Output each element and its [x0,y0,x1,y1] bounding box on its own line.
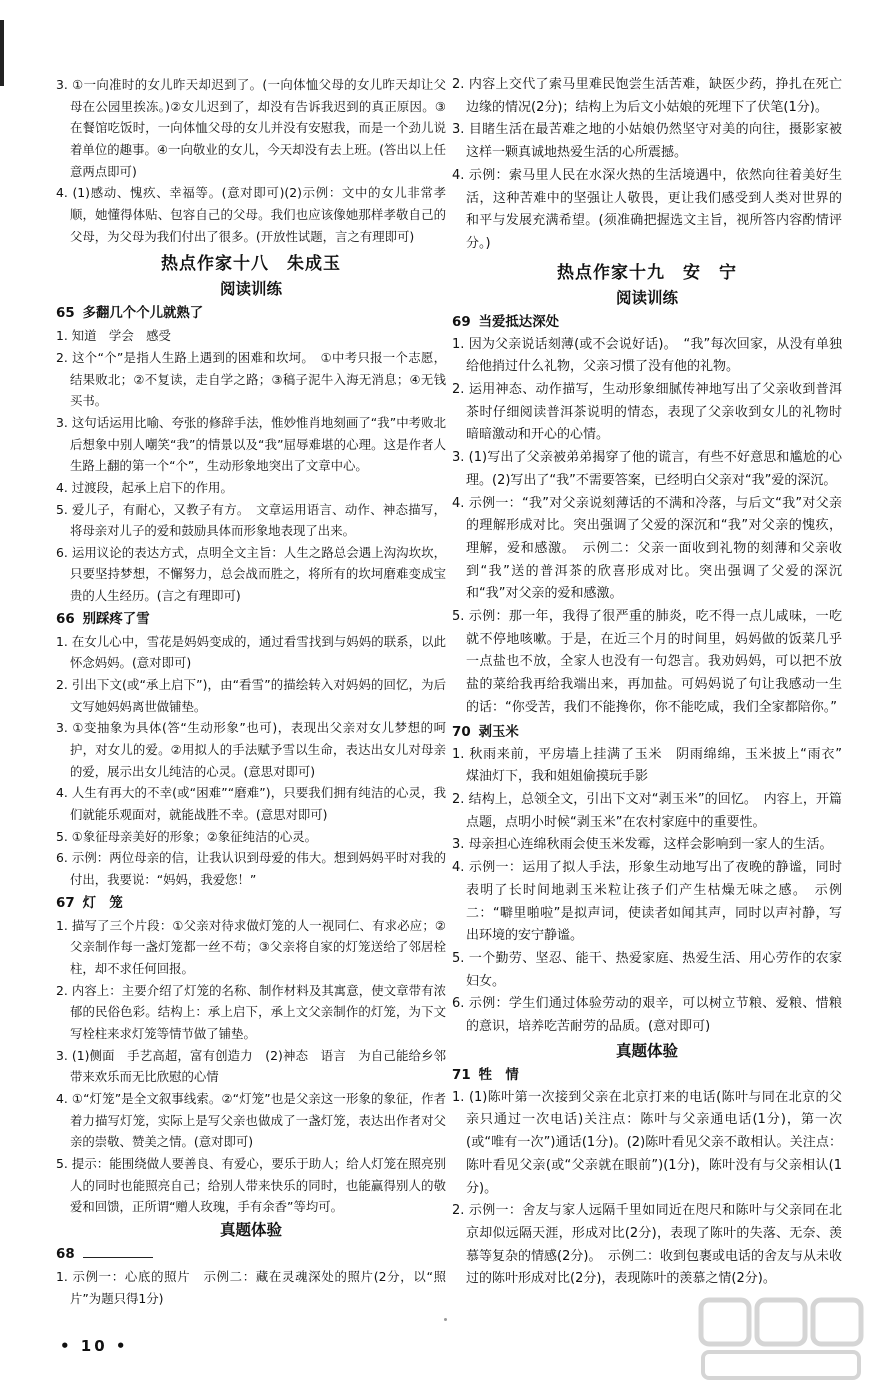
answer-item: 6. 示例：学生们通过体验劳动的艰辛，可以树立节粮、爱粮、惜粮的意识，培养吃苦耐劳的品质。(意对即可) [452,996,842,1035]
answer-item: 1. (1)陈叶第一次接到父亲在北京打来的电话(陈叶与同在北京的父亲只通过一次电话)关注点：陈叶与父亲通电话(1分)，第一次(或“唯有一次”)通话(1分)。(2)陈叶看见父亲不敢相认。关注点：陈叶看见父亲(或“父亲就在眼前”)(1分)，陈叶没有与父亲相认(1分)。 [452,1089,842,1196]
article-number: 67 [56,895,75,911]
article-heading [452,1065,842,1087]
section-heading-reading: 阅读训练 [615,288,678,307]
article-number: 66 [56,611,75,627]
article-number: 68 [56,1246,75,1262]
article-title: 剥玉米 [478,724,519,740]
article-heading [56,893,446,915]
answer-item: 2. 引出下文(或“承上启下”)，由“看雪”的描绘转入对妈妈的回忆，为后文写她妈妈离世做铺垫。 [56,677,446,714]
answer-item: 4. 人生有再大的不幸(或“困难”“磨难”)，只要我们拥有纯洁的心灵，我们就能乐观面对，就能战胜不幸。(意思对即可) [56,785,446,823]
section-heading-exam: 真题体验 [615,1041,678,1060]
article-number: 71 [452,1067,471,1083]
answer-item: 1. 知道 学会 感受 [56,328,171,344]
answer-item: 5. 爱儿子，有耐心，又教子有方。 文章运用语言、动作、神态描写，将母亲对儿子的爱和鼓励具体而形象地表现了出来。 [56,501,446,539]
answer-item: 4. 示例一：“我”对父亲说刻薄话的不满和冷落，与后文“我”对父亲的理解形成对比。突出强调了父爱的深沉和“我”对父亲的愧疚，理解，爱和感激。 示例二：父亲一面收到礼物的刻薄和父亲收到“我”送的普洱茶的欣喜形成对比。突出强调了父爱的深沉和“我”对父亲的爱和感激。 [452,495,842,602]
hot-author-heading: 热点作家十九 安 宁 [557,262,737,283]
answer-item: 5. 一个勤劳、坚忍、能干、热爱家庭、热爱生活、用心劳作的农家妇女。 [452,950,842,989]
answer-item: 3. ①一向准时的女儿昨天却迟到了。(一向体恤父母的女儿昨天却让父母在公园里挨冻。)②女儿迟到了，却没有告诉我迟到的真正原因。③在餐馆吃饭时，一向体恤父母的女儿并没有安慰我，而是一个劲儿说着单位的趣事。④一向敬业的女儿，今天却没有去上班。(答出以上任意两点即可) [56,77,446,179]
hot-author-heading: 热点作家十八 朱成玉 [161,254,341,275]
watermark-logo [695,1296,865,1382]
answer-item: 2. 结构上，总领全文，引出下文对“剥玉米”的回忆。 内容上，开篇点题，点明小时候“剥玉米”在农村家庭中的重要性。 [452,791,842,830]
article-title: 牲 情 [478,1067,519,1083]
answer-item: 1. 因为父亲说话刻薄(或不会说好话)。 “我”每次回家，从没有单独给他捎过什么礼物，父亲习惯了没有他的礼物。 [452,336,842,375]
answer-item: 4. 过渡段，起承上启下的作用。 [56,479,233,495]
answer-item: 5. 示例：那一年，我得了很严重的肺炎，吃不得一点儿咸味，一吃就不停地咳嗽。于是，在近三个月的时间里，妈妈做的饭菜几乎一点盐也不放，全家人也没有一句怨言。我劝妈妈，可以把不放盐的菜给我再给我端出来，再加盐。可妈妈说了句让我感动一生的话：“你受苦，我们不能搀你，你不能吃咸，我们全家都陪你。” [452,609,842,715]
answer-item: 2. 这个“个”是指人生路上遇到的困难和坎坷。 ①中考只报一个志愿，结果败北；②不复读，走自学之路；③稿子泥牛入海无消息；④无钱买书。 [56,349,446,409]
answer-item: 4. (1)感动、愧疚、幸福等。(意对即可)(2)示例：文中的女儿非常孝顺，她懂得体贴、包容自己的父母。我们也应该像她那样孝敬自己的父母，为父母为我们付出了很多。(开放性试题，言之有理即可) [56,185,446,244]
article-heading [56,609,446,631]
answer-item: 1. 在女儿心中，雪花是妈妈变成的，通过看雪找到与妈妈的联系，以此怀念妈妈。(意对即可) [56,633,446,671]
article-number: 69 [452,314,471,330]
speck-mark [444,1318,447,1321]
answer-item: 4. 示例：索马里人民在水深火热的生活境遇中，依然向往着美好生活，这种苦难中的坚强让人敬畏，更让我们感受到人类对世界的和平与发展充满希望。(须准确把握选文主旨，视所答内容酌情评分。) [452,167,842,251]
answer-item: 3. 母亲担心连绵秋雨会使玉米发霉，这样会影响到一家人的生活。 [452,837,833,853]
article-number: 65 [56,306,75,322]
answer-item: 1. 描写了三个片段：①父亲对待求做灯笼的人一视同仁、有求必应；②父亲制作每一盏灯笼都一丝不苟；③父亲将自家的灯笼送给了邻居栓柱，却不求任何回报。 [56,917,446,976]
answer-item: 3. 目睹生活在最苦难之地的小姑娘仍然坚守对美的向往，摄影家被这样一颗真诚地热爱生活的心所震撼。 [452,122,842,161]
answer-item: 5. ①象征母亲美好的形象；②象征纯洁的心灵。 [56,828,318,844]
article-heading [452,312,842,334]
article-heading [56,1244,446,1266]
article-heading [56,303,446,325]
left-column [56,74,446,1309]
answer-item: 3. (1)侧面 手艺高超，富有创造力 (2)神态 语言 为自己能给乡邻带来欢乐而无比欣慰的心情 [56,1047,446,1085]
answer-item: 1. 秋雨来前，平房墙上挂满了玉米 阴雨绵绵，玉米披上“雨衣” 煤油灯下，我和姐姐偷摸玩手影 [452,746,856,785]
answer-item: 2. 运用神态、动作描写，生动形象细腻传神地写出了父亲收到普洱茶时仔细阅读普洱茶说明的情态，表现了父亲收到女儿的礼物时暗暗激动和开心的心情。 [452,382,842,443]
answer-item: 3. (1)写出了父亲被弟弟揭穿了他的谎言，有些不好意思和尴尬的心理。(2)写出了“我”不需要答案，已经明白父亲对“我”爱的深沉。 [452,450,842,488]
page-number: • 10 • [60,1337,129,1355]
answer-item: 2. 示例一：舍友与家人远隔千里如同近在咫尺和陈叶与父亲同在北京却似远隔天涯，形成对比(2分)，表现了陈叶的失落、无奈、羡慕等复杂的情感(2分)。 示例二：收到包裹或电话的舍友与从未收过的陈叶形成对比(2分)，表现陈叶的羡慕之情(2分)。 [452,1203,842,1287]
article-number: 70 [452,724,471,740]
answer-item: 3. 这句话运用比喻、夸张的修辞手法，惟妙惟肖地刻画了“我”中考败北后想象中别人嘲笑“我”的情景以及“我”屈辱难堪的心理。这是作者人生路上翻的第一个“个”，生动形象地突出了文章中心。 [56,414,446,474]
section-heading-exam: 真题体验 [219,1220,282,1239]
answer-item: 2. 内容上交代了索马里难民饱尝生活苦难，缺医少药，挣扎在死亡边缘的情况(2分)；结构上为后文小姑娘的死埋下了伏笔(1分)。 [452,77,842,115]
answer-item: 6. 运用议论的表达方式，点明全文主旨：人生之路总会遇上沟沟坎坎，只要坚持梦想，不懈努力，总会战而胜之，将所有的坎坷磨难变成宝贵的人生经历。(言之有理即可) [56,544,446,604]
blank-title-line [83,1245,153,1258]
answer-item: 1. 示例一：心底的照片 示例二：藏在灵魂深处的照片(2分，以“照片”为题只得1分) [56,1268,446,1306]
article-title: 灯 笼 [82,895,123,911]
article-title: 别踩疼了雪 [82,611,150,627]
binding-edge-mark [0,20,4,86]
article-heading [452,722,842,744]
article-title: 多翻几个个儿就熟了 [82,306,204,322]
answer-item: 5. 提示：能围绕做人要善良、有爱心，要乐于助人；给人灯笼在照亮别人的同时也能照亮自己；给别人带来快乐的同时，也能赢得别人的敬爱和回馈，正所谓“赠人玫瑰，手有余香”等均可。 [56,1155,446,1215]
answer-item: 6. 示例：两位母亲的信，让我认识到母爱的伟大。想到妈妈平时对我的付出，我要说：“妈妈，我爱您！” [56,850,446,887]
watermark-logo-icon [695,1296,865,1382]
answer-item: 2. 内容上：主要介绍了灯笼的名称、制作材料及其寓意，使文章带有浓郁的民俗色彩。结构上：承上启下，承上文父亲制作的灯笼，为下文写栓柱来求灯笼等情节做了铺垫。 [56,982,446,1041]
section-heading-reading: 阅读训练 [219,280,282,299]
right-column [452,74,856,1291]
answer-item: 3. ①变抽象为具体(答“生动形象”也可)，表现出父亲对女儿梦想的呵护，对女儿的爱。②用拟人的手法赋予雪以生命，表达出女儿对母亲的爱，展示出女儿纯洁的心灵。(意思对即可) [56,720,446,779]
answer-item: 4. 示例一：运用了拟人手法，形象生动地写出了夜晚的静谧，同时表明了长时间地剥玉米粒让孩子们产生枯燥无味之感。 示例二：“噼里啪啦”是拟声词，使读者如闻其声，同时以声衬静，写出环境的安宁静谧。 [452,860,842,944]
answer-item: 4. ①“灯笼”是全文叙事线索。②“灯笼”也是父亲这一形象的象征，作者着力描写灯笼，实际上是写父亲也做成了一盏灯笼，表达出作者对父亲的崇敬、赞美之情。(意对即可) [56,1090,446,1150]
article-title: 当爱抵达深处 [478,314,559,330]
